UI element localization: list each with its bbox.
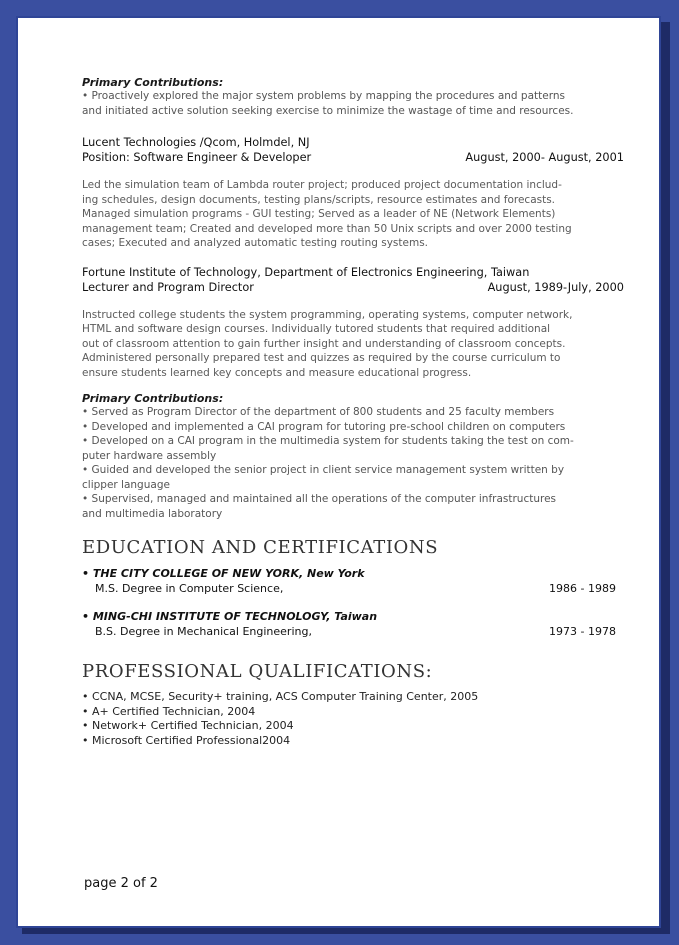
company-name: Lucent Technologies /Qcom, Holmdel, NJ	[82, 136, 310, 149]
job-description-line: management team; Created and developed more than 50 Unix scripts and over 2000 testing	[82, 222, 572, 235]
qualification-item: • A+ Certified Technician, 2004	[82, 704, 256, 718]
job-description-line: Instructed college students the system programming, operating systems, computer network,	[82, 308, 573, 321]
qualifications-section-title: PROFESSIONAL QUALIFICATIONS:	[82, 661, 433, 682]
job-description-line: out of classroom attention to gain further insight and understanding of classroom concepts.	[82, 337, 566, 350]
resume-page	[16, 16, 661, 928]
job-position-row	[82, 150, 638, 165]
job-position-row	[82, 280, 638, 295]
contribution-line: • Supervised, managed and maintained all the operations of the computer infrastructures	[82, 493, 557, 505]
company-name: Fortune Institute of Technology, Department of Electronics Engineering, Taiwan	[82, 265, 530, 279]
education-degree: M.S. Degree in Computer Science,	[95, 581, 284, 595]
job-description-line: HTML and software design courses. Individually tutored students that required additional	[82, 323, 551, 335]
job-description-line: Managed simulation programs - GUI testing; Served as a leader of NE (Network Elements)	[82, 208, 556, 220]
contribution-line: • Proactively explored the major system problems by mapping the procedures and patterns	[82, 90, 565, 102]
contribution-line: clipper language	[82, 478, 170, 491]
qualification-item: • CCNA, MCSE, Security+ training, ACS Computer Training Center, 2005	[82, 690, 479, 703]
job-description-line: Led the simulation team of Lambda router project; produced project documentation includ-	[82, 179, 562, 191]
position-title: Lecturer and Program Director	[82, 280, 254, 294]
job-description-line: ing schedules, design documents, testing plans/scripts, resource estimates and forecasts.	[82, 193, 556, 206]
contribution-line: puter hardware assembly	[82, 449, 217, 462]
qualification-item: • Microsoft Certified Professional2004	[82, 733, 291, 747]
contribution-line: and multimedia laboratory	[82, 507, 223, 520]
contribution-line: • Developed and implemented a CAI program for tutoring pre-school children on computers	[82, 420, 566, 433]
position-title: Position: Software Engineer & Developer	[82, 151, 312, 164]
job-description-line: ensure students learned key concepts and measure educational progress.	[82, 366, 472, 379]
job-company	[82, 135, 638, 150]
job-company	[82, 265, 638, 280]
contribution-line: • Served as Program Director of the department of 800 students and 25 faculty members	[82, 406, 555, 418]
education-years: 1973 - 1978	[549, 624, 616, 638]
education-years: 1986 - 1989	[549, 581, 616, 595]
education-degree: B.S. Degree in Mechanical Engineering,	[95, 624, 312, 638]
education-degree-row	[82, 625, 638, 640]
contribution-line: • Guided and developed the senior project in client service management system written by	[82, 464, 565, 476]
education-institution: • THE CITY COLLEGE OF NEW YORK, New York	[82, 567, 365, 580]
qualifications-list	[82, 690, 638, 748]
education-section-title: EDUCATION AND CERTIFICATIONS	[82, 537, 439, 558]
job-dates: August, 2000- August, 2001	[465, 151, 624, 164]
education-entry	[82, 610, 638, 639]
contributions-heading: Primary Contributions:	[82, 392, 224, 405]
qualification-item: • Network+ Certified Technician, 2004	[82, 719, 294, 732]
contributions-heading: Primary Contributions:	[82, 76, 224, 89]
page-number: page 2 of 2	[84, 876, 158, 891]
job-dates: August, 1989-July, 2000	[487, 280, 624, 294]
education-degree-row	[82, 582, 638, 597]
contribution-line: • Developed on a CAI program in the multimedia system for students taking the test on com-	[82, 435, 574, 447]
education-entry	[82, 567, 638, 596]
job-description-line: cases; Executed and analyzed automatic testing routing systems.	[82, 237, 428, 249]
contribution-line: and initiated active solution seeking exercise to minimize the wastage of time and resources.	[82, 104, 574, 117]
resume-content	[82, 76, 638, 748]
job-description-line: Administered personally prepared test and quizzes as required by the course curriculum to	[82, 352, 561, 364]
education-institution: • MING-CHI INSTITUTE OF TECHNOLOGY, Taiwan	[82, 610, 378, 623]
